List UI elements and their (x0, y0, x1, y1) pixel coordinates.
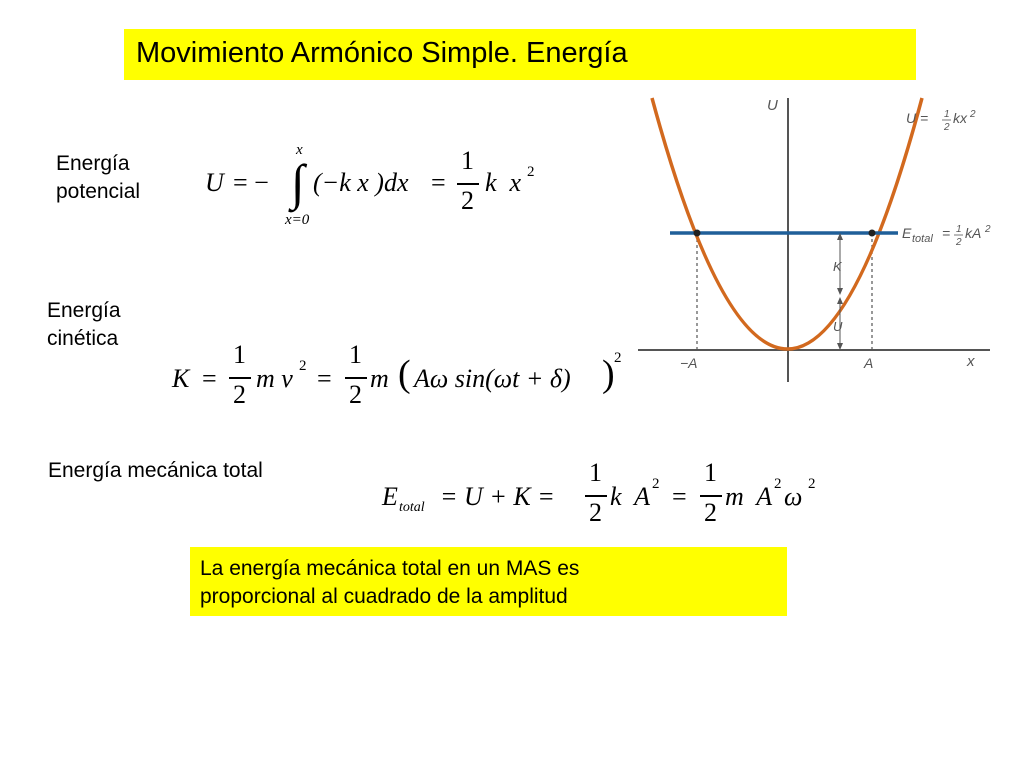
etotal-label-num: 1 (956, 224, 962, 235)
potential-label-line1: Energía (56, 152, 130, 175)
conclusion-line2: proporcional al cuadrado de la amplitud (200, 585, 568, 608)
curve-label-prefix: U = (906, 110, 929, 126)
graph-y-label: U (767, 97, 778, 114)
integrand: (−k x )dx (313, 168, 409, 197)
curve-label (906, 109, 976, 133)
total-frac1-num: 1 (589, 458, 602, 487)
kinetic-label-line1: Energía (47, 299, 121, 322)
total-exp1: 2 (652, 476, 660, 492)
k-arrow-head-bottom (837, 288, 843, 295)
potential-energy-formula (205, 140, 545, 235)
u-label: U (833, 319, 843, 334)
etotal-label-exp: 2 (985, 224, 991, 235)
total-rhs: m A (725, 482, 773, 511)
total-lhs-sub: total (399, 500, 425, 515)
potential-frac-num: 1 (461, 146, 474, 175)
u-arrow-head-top (837, 297, 843, 304)
kinetic-frac2-den: 2 (349, 380, 362, 409)
kinetic-rhs: m (370, 364, 389, 393)
page-title: Movimiento Armónico Simple. Energía (136, 37, 628, 69)
integral-upper-limit: x (296, 142, 303, 158)
kinetic-eq-sign: = (202, 364, 217, 393)
k-label: K (833, 259, 842, 274)
potential-eq-sign: = − (233, 168, 269, 197)
total-lhs: E (382, 482, 398, 511)
etotal-label-e: E (902, 225, 912, 241)
total-mid: k A (610, 482, 650, 511)
u-arrow-head-bottom (837, 343, 843, 350)
kinetic-mid: m v (256, 364, 293, 393)
integral-sign: ∫ (291, 154, 305, 210)
curve-label-den: 2 (944, 122, 950, 133)
total-frac2-num: 1 (704, 458, 717, 487)
kinetic-frac1-bar (229, 377, 251, 379)
total-energy-label: Energía mecánica total (48, 459, 263, 482)
kinetic-energy-formula (172, 338, 632, 418)
conclusion-text (200, 555, 579, 611)
potential-energy-label (56, 150, 140, 206)
etotal-label-sub: total (912, 233, 933, 245)
potential-frac-den: 2 (461, 186, 474, 215)
kinetic-frac2-bar (345, 377, 367, 379)
title-banner (124, 29, 916, 80)
total-frac2-den: 2 (704, 498, 717, 527)
kinetic-frac1-num: 1 (233, 340, 246, 369)
potential-rhs: k x (485, 168, 522, 197)
a-label: A (864, 355, 874, 371)
potential-eq-sign-2: = (431, 168, 446, 197)
total-frac2-bar (700, 495, 722, 497)
kinetic-paren-content: Aω sin(ωt + δ) (414, 364, 571, 393)
neg-a-label: −A (680, 355, 698, 371)
conclusion-box (190, 547, 787, 616)
energy-graph (630, 90, 1024, 390)
potential-label-line2: potencial (56, 180, 141, 203)
total-frac1-den: 2 (589, 498, 602, 527)
curve-label-num: 1 (944, 109, 950, 120)
kinetic-open-paren: ( (398, 353, 411, 395)
total-sum: = U + K = (440, 482, 555, 511)
turning-point-right (869, 230, 876, 237)
kinetic-label-line2: cinética (47, 327, 119, 350)
kinetic-energy-label (47, 297, 121, 353)
curve-label-rest: kx (953, 110, 967, 126)
total-exp3: 2 (808, 476, 816, 492)
graph-x-label: x (967, 353, 975, 370)
etotal-label-rest: kA (965, 225, 982, 241)
conclusion-line1: La energía mecánica total en un MAS es (200, 557, 580, 580)
integral-lower-limit: x=0 (285, 212, 310, 228)
potential-lhs: U (205, 168, 224, 197)
kinetic-exp1: 2 (299, 358, 307, 374)
kinetic-lhs: K (172, 364, 190, 393)
curve-label-exp: 2 (970, 109, 976, 120)
total-exp2: 2 (774, 476, 782, 492)
etotal-label-den: 2 (956, 237, 962, 248)
turning-point-left (694, 230, 701, 237)
etotal-label (902, 224, 991, 248)
kinetic-frac1-den: 2 (233, 380, 246, 409)
etotal-label-eq: = (942, 225, 951, 241)
kinetic-close-paren: ) (602, 353, 615, 395)
kinetic-exp2: 2 (614, 350, 622, 366)
potential-exp: 2 (527, 164, 535, 180)
kinetic-eq-sign-2: = (317, 364, 332, 393)
total-energy-formula (382, 458, 822, 538)
total-eq-sign: = (672, 482, 687, 511)
kinetic-frac2-num: 1 (349, 340, 362, 369)
potential-frac-bar (457, 183, 479, 185)
total-omega: ω (784, 482, 803, 511)
total-frac1-bar (585, 495, 607, 497)
